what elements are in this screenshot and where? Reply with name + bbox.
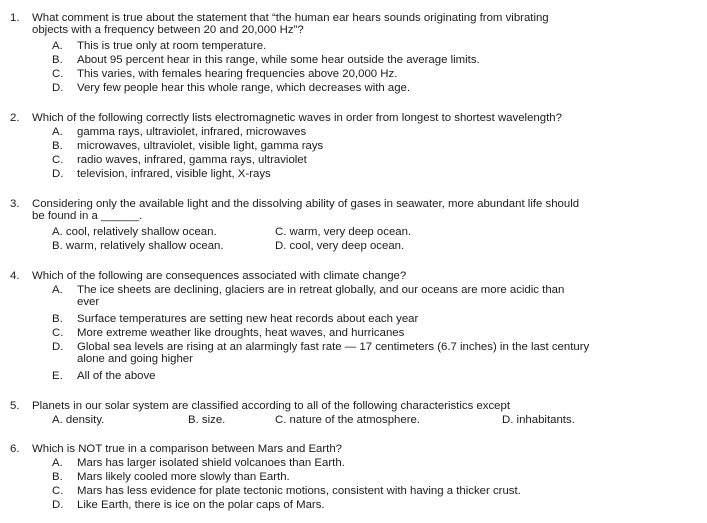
option-letter: B. — [52, 471, 63, 483]
option-text-line: ever — [77, 296, 100, 309]
option-text: Like Earth, there is ice on the polar caps of Mars. — [77, 499, 325, 511]
question-text-line: Which of the following correctly lists electromagnetic waves in order from longest to shortest wavelength? — [32, 112, 562, 124]
option-text: Very few people hear this whole range, which decreases with age. — [77, 82, 411, 94]
question-text — [32, 12, 642, 36]
option-letter: A. — [52, 126, 63, 138]
question-text — [32, 443, 642, 455]
option-text-line: alone and going higher — [77, 353, 193, 366]
option-letter: D. — [52, 82, 64, 94]
question-number: 2. — [10, 112, 20, 124]
question-text — [32, 112, 642, 124]
option-text: microwaves, ultraviolet, visible light, gamma rays — [77, 140, 324, 152]
option-letter: C. — [52, 68, 64, 80]
option-text: gamma rays, ultraviolet, infrared, microwaves — [77, 126, 307, 138]
option-text: All of the above — [77, 370, 156, 382]
option-letter: B. — [52, 54, 63, 66]
option-text: Mars has larger isolated shield volcanoes than Earth. — [77, 457, 345, 469]
option-letter: D. — [52, 341, 64, 353]
option-letter: E. — [52, 370, 63, 382]
option-letter: B. — [52, 140, 63, 152]
option-a[interactable]: A. density. — [52, 414, 105, 426]
option-letter: C. — [52, 154, 64, 166]
option-text-line: The ice sheets are declining, glaciers are in retreat globally, and our oceans are more acidic than — [77, 284, 565, 296]
option-text: This is true only at room temperature. — [77, 40, 267, 52]
option-text: Surface temperatures are setting new heat records about each year — [77, 313, 419, 325]
option-text: More extreme weather like droughts, heat waves, and hurricanes — [77, 327, 405, 339]
option-text-line: Global sea levels are rising at an alarmingly fast rate — 17 centimeters (6.7 inches) in the last century — [77, 341, 590, 353]
option-letter: D. — [52, 168, 64, 180]
question-text — [32, 198, 642, 222]
option-a[interactable]: A. cool, relatively shallow ocean. — [52, 226, 217, 238]
question-text — [32, 270, 642, 282]
option-letter: C. — [52, 327, 64, 339]
question-text-line: What comment is true about the statement that “the human ear hears sounds originating from vibrating — [32, 12, 549, 24]
option-text: This varies, with females hearing frequencies above 20,000 Hz. — [77, 68, 398, 80]
option-b[interactable]: B. warm, relatively shallow ocean. — [52, 240, 224, 252]
question-number: 6. — [10, 443, 20, 455]
question-number: 3. — [10, 198, 20, 210]
option-c[interactable]: C. nature of the atmosphere. — [275, 414, 420, 426]
option-text: radio waves, infrared, gamma rays, ultraviolet — [77, 154, 307, 166]
question-text-line: Planets in our solar system are classified according to all of the following characteristics except — [32, 400, 510, 412]
question-text — [32, 400, 642, 412]
option-letter: A. — [52, 40, 63, 52]
question-text-line: Which of the following are consequences associated with climate change? — [32, 270, 407, 282]
option-c[interactable]: C. warm, very deep ocean. — [275, 226, 412, 238]
option-letter: D. — [52, 499, 64, 511]
option-text — [77, 341, 642, 365]
question-text-line: Which is NOT true in a comparison between Mars and Earth? — [32, 443, 343, 455]
question-number: 1. — [10, 12, 20, 24]
question-text-line: objects with a frequency between 20 and 20,000 Hz”? — [32, 24, 304, 37]
question-text-line: Considering only the available light and the dissolving ability of gases in seawater, more abundant life should — [32, 198, 580, 210]
option-letter: A. — [52, 284, 63, 296]
option-text: television, infrared, visible light, X-rays — [77, 168, 271, 180]
question-text-line: be found in a ______. — [32, 210, 143, 223]
option-text: Mars has less evidence for plate tectonic motions, consistent with having a thicker crust. — [77, 485, 521, 497]
option-text: About 95 percent hear in this range, while some hear outside the average limits. — [77, 54, 480, 66]
option-d[interactable]: D. cool, very deep ocean. — [275, 240, 405, 252]
question-number: 5. — [10, 400, 20, 412]
option-d[interactable]: D. inhabitants. — [502, 414, 575, 426]
option-letter: A. — [52, 457, 63, 469]
option-b[interactable]: B. size. — [188, 414, 226, 426]
option-letter: C. — [52, 485, 64, 497]
option-text — [77, 284, 642, 308]
question-number: 4. — [10, 270, 20, 282]
option-text: Mars likely cooled more slowly than Earth. — [77, 471, 290, 483]
option-letter: B. — [52, 313, 63, 325]
